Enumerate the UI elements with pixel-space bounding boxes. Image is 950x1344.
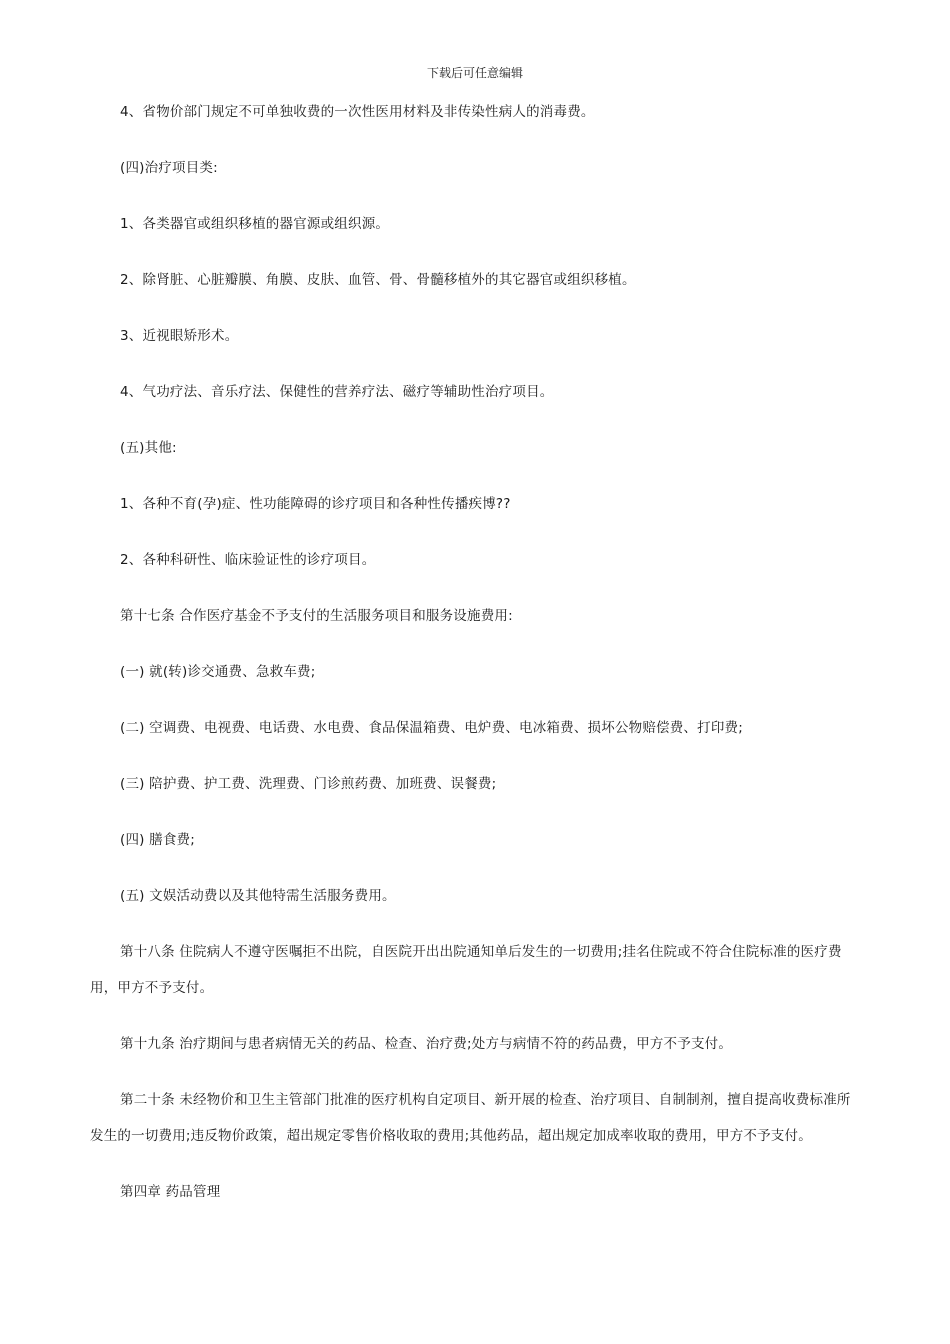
paragraph: 4、气功疗法、音乐疗法、保健性的营养疗法、磁疗等辅助性治疗项目。: [120, 384, 554, 400]
paragraph: (四) 膳食费;: [120, 832, 195, 848]
paragraph: (二) 空调费、电视费、电话费、水电费、食品保温箱费、电炉费、电冰箱费、损坏公物赔偿费、打印费;: [120, 720, 743, 736]
chapter-heading: 第四章 药品管理: [120, 1184, 221, 1200]
article-18: 第十八条 住院病人不遵守医嘱拒不出院，自医院开出出院通知单后发生的一切费用;挂名住院或不符合住院标准的医疗费用，甲方不予支付。: [90, 944, 842, 996]
paragraph: (一) 就(转)诊交通费、急救车费;: [120, 664, 316, 680]
article-19: 第十九条 治疗期间与患者病情无关的药品、检查、治疗费;处方与病情不符的药品费，甲方不予支付。: [120, 1036, 733, 1052]
page-header: 下载后可任意编辑: [426, 66, 523, 80]
paragraph: (五) 文娱活动费以及其他特需生活服务费用。: [120, 888, 396, 904]
section-heading: (五)其他:: [120, 440, 177, 456]
paragraph: 3、近视眼矫形术。: [120, 328, 239, 344]
paragraph: 1、各类器官或组织移植的器官源或组织源。: [120, 216, 390, 232]
section-heading: (四)治疗项目类:: [120, 160, 218, 176]
document-body: [90, 94, 860, 1230]
paragraph: 4、省物价部门规定不可单独收费的一次性医用材料及非传染性病人的消毒费。: [120, 104, 595, 120]
paragraph: 1、各种不育(孕)症、性功能障碍的诊疗项目和各种性传播疾博??: [120, 496, 511, 512]
paragraph: 2、除肾脏、心脏瓣膜、角膜、皮肤、血管、骨、骨髓移植外的其它器官或组织移植。: [120, 272, 636, 288]
paragraph: 2、各种科研性、临床验证性的诊疗项目。: [120, 552, 376, 568]
paragraph: (三) 陪护费、护工费、洗理费、门诊煎药费、加班费、误餐费;: [120, 776, 497, 792]
article-17: 第十七条 合作医疗基金不予支付的生活服务项目和服务设施费用:: [120, 608, 513, 624]
article-20: 第二十条 未经物价和卫生主管部门批准的医疗机构自定项目、新开展的检查、治疗项目、自制制剂，擅自提高收费标准所发生的一切费用;违反物价政策，超出规定零售价格收取的费用;其他药品，超出规定加成率收取的费用，甲方不予支付。: [90, 1092, 851, 1144]
